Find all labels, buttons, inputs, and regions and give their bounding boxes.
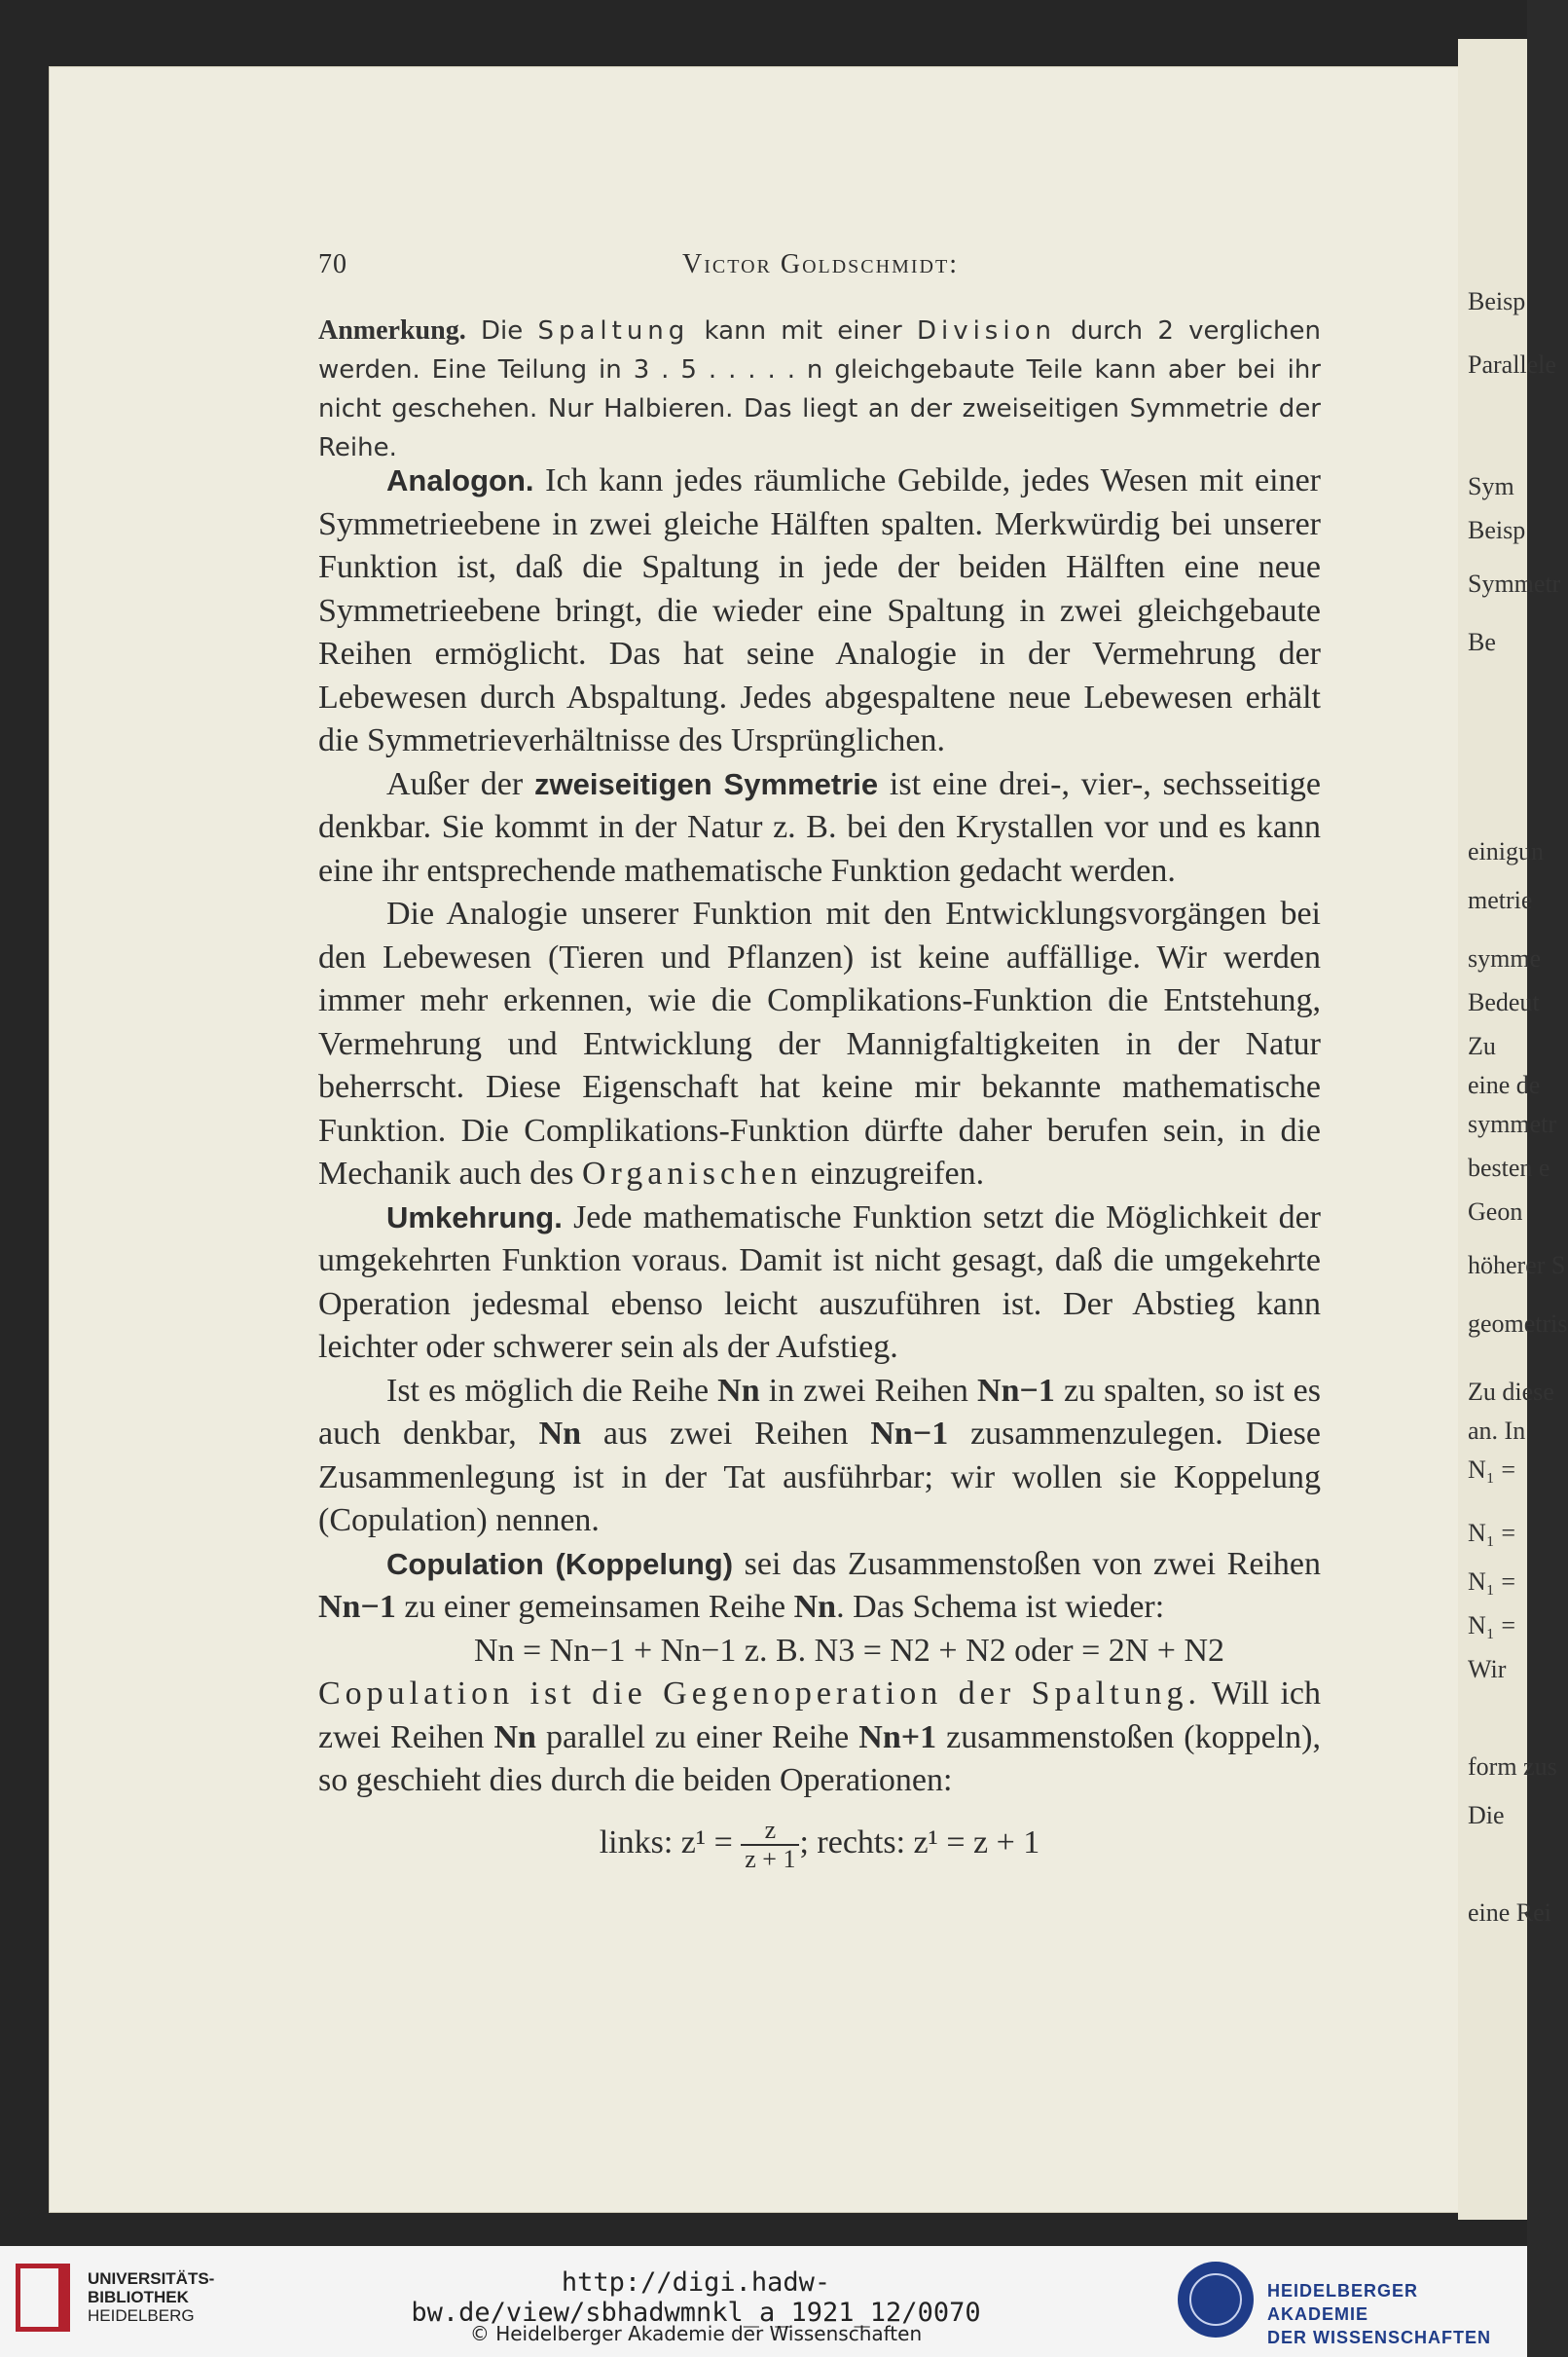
paragraph-analogy bbox=[318, 893, 1321, 1197]
next-page-fragment: eine de bbox=[1468, 1071, 1541, 1099]
emphasis-bold: zweiseitigen Symmetrie bbox=[534, 766, 879, 801]
next-page-fragment: Be bbox=[1468, 628, 1496, 656]
paragraph-text: Ist es möglich die Reihe bbox=[386, 1372, 718, 1409]
remark-text: Die bbox=[465, 316, 538, 346]
logo-line: DER WISSENSCHAFTEN bbox=[1267, 2328, 1492, 2347]
formula-rhs: z¹ = z + 1 bbox=[913, 1823, 1040, 1860]
next-page-fragment: Symmetr bbox=[1468, 570, 1561, 598]
next-page-fragment: Zu bbox=[1468, 1032, 1496, 1060]
emphasis-spaced: Copulation ist die Gegenoperation der Spaltung. bbox=[318, 1676, 1202, 1712]
next-page-fragment: Sym bbox=[1468, 472, 1514, 500]
paragraph-text: Ich kann jedes räumliche Gebilde, jedes Wesen mit einer Symmetrieebene in zwei gleiche Hälften spalten. Merkwürdig bei unserer Funktion ist, daß die Spaltung in jede der beiden Hälften eine neue Symmetrieebene bringt, die wieder eine Spaltung in zwei gleichgebaute Reihen ermöglicht. Das hat seine Analogie in der Vermehrung der Lebewesen durch Abspaltung. Jedes abgespaltene neue Lebewesen erhält die Symmetrieverhältnisse des Ursprünglichen. bbox=[318, 462, 1321, 758]
footnote-remark bbox=[318, 312, 1321, 467]
symbol-Nn+1: Nn+1 bbox=[858, 1718, 937, 1755]
logo-line: UNIVERSITÄTS- bbox=[88, 2269, 215, 2288]
running-head-author: Victor Goldschmidt: bbox=[682, 249, 959, 279]
paragraph-text: Die Analogie unserer Funktion mit den Entwicklungsvorgängen bei den Lebewesen (Tieren und Pflanzen) ist keine auffällige. Wir werden immer mehr erkennen, wie die Complikations-Funktion die Entstehung, Vermehrung und Entwicklung der Mannigfaltigkeiten in der Natur beherrscht. Diese Eigenschaft hat keine mir bekannte mathematische Funktion. Die Complikations-Funktion dürfte daher berufen sein, in die Mechanik auch des bbox=[318, 896, 1321, 1192]
formula-label-left: links: bbox=[599, 1823, 674, 1860]
next-page-fragment: Die bbox=[1468, 1801, 1505, 1829]
formula-operations bbox=[318, 1817, 1321, 1873]
fraction bbox=[741, 1817, 799, 1873]
next-page-fragment: besten e bbox=[1468, 1154, 1550, 1182]
next-page-fragment: form zus bbox=[1468, 1752, 1557, 1781]
next-page-edge bbox=[1458, 39, 1568, 2220]
viewer-footer bbox=[0, 2246, 1527, 2357]
running-header bbox=[318, 243, 1321, 282]
paragraph-text: sei das Zusammenstoßen von zwei Reihen bbox=[733, 1545, 1321, 1582]
paragraph-symmetry bbox=[318, 763, 1321, 894]
symbol-Nn-1: Nn−1 bbox=[318, 1589, 396, 1625]
remark-spaced-word: Spaltung bbox=[537, 316, 690, 346]
next-page-fragment: Geon bbox=[1468, 1197, 1523, 1226]
next-page-fragment: Beisp bbox=[1468, 516, 1526, 544]
copyright-notice: © Heidelberger Akademie der Wissenschaften bbox=[469, 2322, 923, 2345]
paragraph-text: zusammenzulegen. Diese Zusammenlegung ist in der Tat ausführbar; wir wollen sie Koppelung (Copulation) nennen. bbox=[318, 1416, 1322, 1538]
symbol-Nn: Nn bbox=[717, 1372, 760, 1409]
paragraph-text: zusammenstoßen (koppeln), so geschieht dies durch die beiden Operationen: bbox=[318, 1718, 1321, 1798]
library-logo-text bbox=[88, 2269, 214, 2325]
remark-text: durch 2 verglichen werden. Eine Teilung in 3 . 5 . . . . . n gleichgebaute Teile kann aber bei ihr nicht geschehen. Nur Halbieren. Das liegt an der zweiseitigen Symmetrie der Reihe. bbox=[318, 316, 1321, 462]
next-page-fragment: N₁ = bbox=[1468, 1611, 1516, 1639]
paragraph-text: Außer der bbox=[386, 765, 535, 802]
university-library-logo[interactable] bbox=[16, 2264, 308, 2341]
symbol-Nn-1: Nn−1 bbox=[977, 1372, 1055, 1409]
paragraph-text: einzugreifen. bbox=[802, 1156, 985, 1192]
symbol-Nn: Nn bbox=[538, 1416, 582, 1452]
symbol-Nn: Nn bbox=[793, 1589, 837, 1625]
paragraph-analogon bbox=[318, 460, 1321, 763]
next-page-fragment: geometris bbox=[1468, 1309, 1568, 1338]
remark-text: kann mit einer bbox=[689, 316, 917, 346]
formula-example: z. B. N3 = N2 + N2 oder = 2N + N2 bbox=[736, 1632, 1225, 1669]
symbol-Nn-1: Nn−1 bbox=[870, 1416, 949, 1452]
next-page-fragment: N₁ = bbox=[1468, 1567, 1516, 1596]
paragraph-gegenoperation bbox=[318, 1673, 1321, 1803]
paragraph-text: aus zwei Reihen bbox=[581, 1416, 871, 1452]
paragraph-text: Will ich zwei Reihen bbox=[318, 1676, 1321, 1755]
page-number: 70 bbox=[318, 249, 347, 279]
next-page-fragment: Wir bbox=[1468, 1655, 1507, 1683]
remark-heading: Anmerkung. bbox=[318, 315, 466, 346]
library-logo-icon bbox=[16, 2264, 70, 2332]
academy-logo[interactable] bbox=[1178, 2262, 1518, 2347]
next-page-fragment: metrie bbox=[1468, 886, 1533, 914]
next-page-fragment: N₁ = bbox=[1468, 1455, 1516, 1484]
paragraph-text: Jede mathematische Funktion setzt die Möglichkeit der umgekehrten Funktion voraus. Damit ist nicht gesagt, daß die umgekehrte Operation jedesmal ebenso leicht auszuführen ist. Der Abstieg kann leichter oder schwerer sein als der Aufstieg. bbox=[318, 1198, 1321, 1365]
next-page-fragment: Bedeut bbox=[1468, 988, 1540, 1016]
paragraph-reihe bbox=[318, 1370, 1321, 1543]
paragraph-text: in zwei Reihen bbox=[759, 1372, 978, 1409]
paragraph-text: . Das Schema ist wieder: bbox=[836, 1589, 1165, 1625]
logo-line: HEIDELBERGER AKADEMIE bbox=[1267, 2281, 1419, 2324]
fraction-numerator: z bbox=[741, 1817, 799, 1846]
next-page-fragment: Beisp bbox=[1468, 287, 1526, 315]
formula-label-right: rechts: bbox=[817, 1823, 906, 1860]
next-page-fragment: höherer S bbox=[1468, 1251, 1566, 1279]
paragraph-text: ist eine drei-, vier-, sechsseitige denkbar. Sie kommt in der Natur z. B. bei den Krystallen vor und es kann eine ihr entsprechende mathematische Funktion gedacht werden. bbox=[318, 765, 1321, 889]
academy-logo-text bbox=[1267, 2279, 1518, 2349]
remark-spaced-word: Division bbox=[916, 316, 1056, 346]
next-page-fragment: N₁ = bbox=[1468, 1519, 1516, 1547]
paragraph-copulation bbox=[318, 1543, 1321, 1630]
formula-copulation-schema bbox=[318, 1630, 1321, 1674]
formula-separator: ; bbox=[799, 1823, 809, 1860]
next-page-fragment: Parallele bbox=[1468, 350, 1556, 379]
academy-seal-icon bbox=[1178, 2262, 1254, 2338]
section-heading: Umkehrung. bbox=[386, 1199, 563, 1234]
next-page-fragment: an. In bbox=[1468, 1417, 1526, 1445]
seal-ring bbox=[1189, 2273, 1242, 2326]
formula-text: Nn = Nn−1 + Nn−1 bbox=[474, 1632, 737, 1669]
body-text bbox=[318, 460, 1321, 1873]
next-page-fragment: einigun bbox=[1468, 837, 1544, 865]
permalink-url[interactable]: http://digi.hadw-bw.de/view/sbhadwmnkl_a_1921_12/0070 bbox=[411, 2267, 981, 2328]
formula-lhs: z¹ = bbox=[680, 1823, 733, 1860]
logo-line: HEIDELBERG bbox=[88, 2306, 195, 2325]
next-page-fragment: eine Rei bbox=[1468, 1898, 1551, 1927]
paragraph-text: zu spalten, so ist es auch denkbar, bbox=[318, 1372, 1321, 1452]
symbol-Nn: Nn bbox=[493, 1718, 536, 1755]
next-page-fragment: symme bbox=[1468, 944, 1542, 973]
next-page-fragment: Zu diese bbox=[1468, 1378, 1554, 1406]
section-heading: Analogon. bbox=[386, 463, 534, 497]
next-page-fragment: symmetr bbox=[1468, 1110, 1556, 1138]
paragraph-text: zu einer gemeinsamen Reihe bbox=[395, 1589, 794, 1625]
section-heading: Copulation (Koppelung) bbox=[386, 1546, 734, 1581]
paragraph-umkehrung bbox=[318, 1197, 1321, 1370]
logo-line: BIBLIOTHEK bbox=[88, 2288, 189, 2306]
fraction-denominator: z + 1 bbox=[745, 1844, 796, 1873]
emphasis-spaced: Organischen bbox=[581, 1156, 803, 1192]
paragraph-text: parallel zu einer Reihe bbox=[535, 1718, 859, 1755]
